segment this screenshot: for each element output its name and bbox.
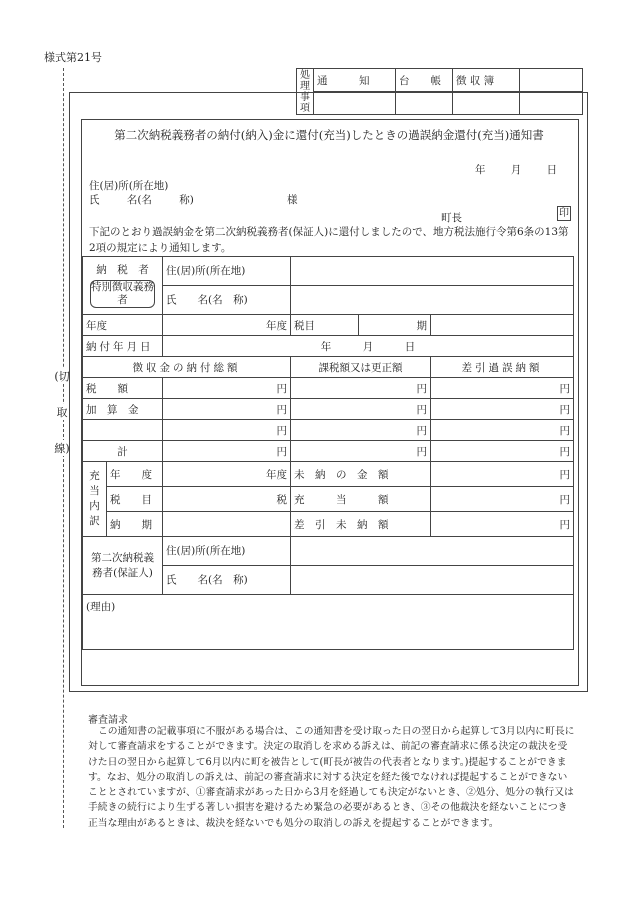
issuer-title: 町長	[441, 212, 462, 224]
notice-text: 下記のとおり過誤納金を第二次納税義務者(保証人)に還付しましたので、地方税法施行令第6条の13第2項の規定により通知します。	[89, 226, 569, 254]
amount-cell[interactable]: 円	[163, 420, 291, 441]
secondary-taxpayer-label: 第二次納税義務者(保証人)	[83, 537, 163, 595]
recipient-name-label: 氏 名(名 称)	[89, 194, 194, 206]
form-number: 様式第21号	[44, 51, 102, 64]
amount-cell[interactable]: 円	[163, 399, 291, 420]
amount-row-label: 加 算 金	[83, 399, 163, 420]
amount-cell[interactable]: 円	[431, 441, 574, 462]
amount-cell[interactable]: 円	[163, 378, 291, 399]
tax-item-label: 税目	[291, 315, 359, 336]
seal-box: 印	[559, 208, 569, 219]
allocation-label: 充当内訳	[83, 462, 107, 537]
amount-cell[interactable]: 円	[291, 441, 431, 462]
processing-header: 台 帳	[396, 69, 453, 92]
term-field[interactable]	[431, 315, 574, 336]
amount-cell[interactable]: 円	[431, 420, 574, 441]
amount-row-label	[83, 420, 163, 441]
honorific: 様	[287, 194, 298, 206]
allocation-row-label: 税 目	[107, 487, 163, 512]
allocation-cell[interactable]: 円	[431, 462, 574, 487]
processing-label: 処理事項	[297, 69, 314, 115]
taxpayer-address-field[interactable]	[291, 257, 574, 286]
main-table	[82, 256, 574, 650]
amount-cell[interactable]: 円	[163, 441, 291, 462]
allocation-row-label: 未 納 の 金 額	[291, 462, 431, 487]
cut-line-label: 線)	[51, 440, 73, 456]
allocation-row-label: 充 当 額	[291, 487, 431, 512]
taxpayer-label	[83, 257, 163, 315]
amount-header: 徴収金の納付総額	[83, 357, 291, 378]
issue-date: 年 月 日	[475, 164, 558, 176]
reason-label: (理由)	[86, 601, 116, 613]
recipient-address-label: 住(居)所(所在地)	[89, 180, 169, 192]
allocation-row-label: 差 引 未 納 額	[291, 512, 431, 537]
processing-cell[interactable]	[520, 69, 583, 92]
appeal-title: 審査請求	[88, 715, 128, 726]
amount-cell[interactable]: 円	[431, 399, 574, 420]
taxpayer-label-main: 納 税 者	[96, 263, 149, 276]
amount-row-label: 税 額	[83, 378, 163, 399]
allocation-cell[interactable]: 円	[431, 512, 574, 537]
allocation-cell[interactable]: 税	[163, 487, 291, 512]
processing-header: 通 知	[314, 69, 396, 92]
amount-cell[interactable]: 円	[431, 378, 574, 399]
amount-header: 差引過誤納額	[431, 357, 574, 378]
payment-date-field[interactable]: 年 月 日	[163, 336, 574, 357]
special-collector-label: 特別徴収義務者	[91, 280, 154, 306]
amount-cell[interactable]: 円	[291, 420, 431, 441]
fiscal-year-label: 年度	[163, 315, 291, 336]
amount-cell[interactable]: 円	[291, 399, 431, 420]
allocation-cell[interactable]: 円	[431, 487, 574, 512]
secondary-name-field[interactable]	[291, 566, 574, 595]
document-title: 第二次納税義務者の納付(納入)金に還付(充当)したときの過誤納金還付(充当)通知書	[114, 128, 544, 142]
reason-field[interactable]	[83, 595, 574, 650]
secondary-address-field[interactable]	[291, 537, 574, 566]
taxpayer-name-label: 氏 名(名 称)	[163, 286, 291, 315]
amount-cell[interactable]: 円	[291, 378, 431, 399]
taxpayer-name-field[interactable]	[291, 286, 574, 315]
amount-row-label: 計	[83, 441, 163, 462]
allocation-cell[interactable]	[163, 512, 291, 537]
cut-line-label: 取	[51, 404, 73, 420]
amount-header: 課税額又は更正額	[291, 357, 431, 378]
payment-date-label: 納付年月日	[83, 336, 163, 357]
year-label: 年度	[83, 315, 163, 336]
secondary-name-label: 氏 名(名 称)	[163, 566, 291, 595]
taxpayer-address-label: 住(居)所(所在地)	[163, 257, 291, 286]
allocation-row-label: 年 度	[107, 462, 163, 487]
processing-header: 徴 収 簿	[453, 69, 520, 92]
allocation-row-label: 納 期	[107, 512, 163, 537]
secondary-address-label: 住(居)所(所在地)	[163, 537, 291, 566]
appeal-body: この通知書の記載事項に不服がある場合は、この通知書を受け取った日の翌日から起算して3月以内に町長に対して審査請求をすることができます。決定の取消しを求める訴えは、前記の審査請求に係る決定の裁決を受けた日の翌日から起算して6月以内に町を被告として(町長が被告の代表者となります。)提起することができます。なお、処分の取消しの訴えは、前記の審査請求に対する決定を経た後でなければ提起することができないこととされていますが、①審査請求があった日から3月を経過しても決定がないとき、②処分、処分の執行又は手続きの続行により生ずる著しい損害を避けるため緊急の必要があるとき、③その他裁決を経ないことにつき正当な理由があるときは、裁決を経ないでも処分の取消しの訴えを提起することができます。	[88, 726, 575, 829]
term-label: 期	[359, 315, 431, 336]
cut-line-label: (切	[51, 368, 73, 384]
allocation-cell[interactable]: 年度	[163, 462, 291, 487]
